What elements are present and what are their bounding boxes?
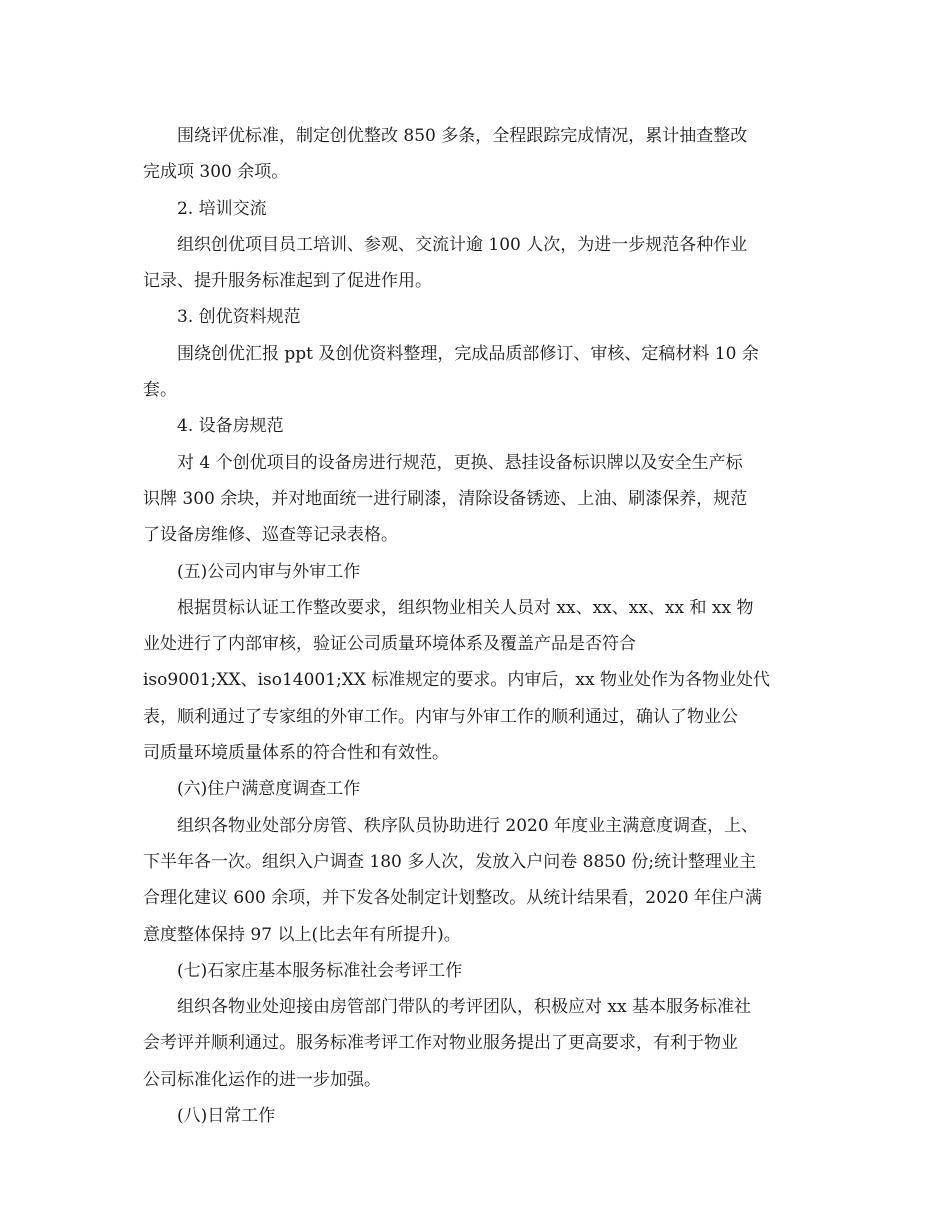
text-line: (六)住户满意度调查工作 xyxy=(177,779,361,800)
text-line: 识牌 300 余块，并对地面统一进行刷漆，清除设备锈迹、上油、刷漆保养，规范 xyxy=(143,488,748,509)
text-line: 会考评并顺利通过。服务标准考评工作对物业服务提出了更高要求，有利于物业 xyxy=(143,1033,738,1054)
text-line: 套。 xyxy=(143,380,177,401)
text-line: 对 4 个创优项目的设备房进行规范，更换、悬挂设备标识牌以及安全生产标 xyxy=(177,452,743,473)
text-line: 4. 设备房规范 xyxy=(177,416,284,437)
text-line: 2. 培训交流 xyxy=(177,198,267,219)
text-line: 组织各物业处迎接由房管部门带队的考评团队，积极应对 xx 基本服务标准社 xyxy=(177,997,751,1018)
text-line: 组织创优项目员工培训、参观、交流计逾 100 人次，为进一步规范各种作业 xyxy=(177,234,748,255)
text-line: 记录、提升服务标准起到了促进作用。 xyxy=(143,271,432,292)
text-line: 意度整体保持 97 以上(比去年有所提升)。 xyxy=(143,924,461,945)
text-line: 公司标准化运作的进一步加强。 xyxy=(143,1069,381,1090)
text-line: (七)石家庄基本服务标准社会考评工作 xyxy=(177,960,463,981)
document-body xyxy=(143,118,811,1134)
text-line: 3. 创优资料规范 xyxy=(177,307,301,328)
text-line: 围绕创优汇报 ppt 及创优资料整理，完成品质部修订、审核、定稿材料 10 余 xyxy=(177,343,759,364)
text-line: iso9001;XX、iso14001;XX 标准规定的要求。内审后，xx 物业处作为各物业处代 xyxy=(143,670,770,691)
text-line: 合理化建议 600 余项，并下发各处制定计划整改。从统计结果看，2020 年住户满 xyxy=(143,888,762,909)
text-line: (八)日常工作 xyxy=(177,1106,276,1127)
text-line: 组织各物业处部分房管、秩序队员协助进行 2020 年度业主满意度调查，上、 xyxy=(177,815,759,836)
text-line: 司质量环境质量体系的符合性和有效性。 xyxy=(143,743,449,764)
text-line: 下半年各一次。组织入户调查 180 多人次，发放入户问卷 8850 份;统计整理业主 xyxy=(143,851,757,872)
text-line: 表，顺利通过了专家组的外审工作。内审与外审工作的顺利通过，确认了物业公 xyxy=(143,706,738,727)
text-line: 围绕评优标准，制定创优整改 850 多条，全程跟踪完成情况，累计抽查整改 xyxy=(177,126,748,146)
text-line: 根据贯标认证工作整改要求，组织物业相关人员对 xx、xx、xx、xx 和 xx 物 xyxy=(177,597,754,618)
text-line: 业处进行了内部审核，验证公司质量环境体系及覆盖产品是否符合 xyxy=(143,634,636,655)
text-line: (五)公司内审与外审工作 xyxy=(177,561,361,582)
text-line: 完成项 300 余项。 xyxy=(143,162,289,183)
text-line: 了设备房维修、巡查等记录表格。 xyxy=(143,525,398,546)
